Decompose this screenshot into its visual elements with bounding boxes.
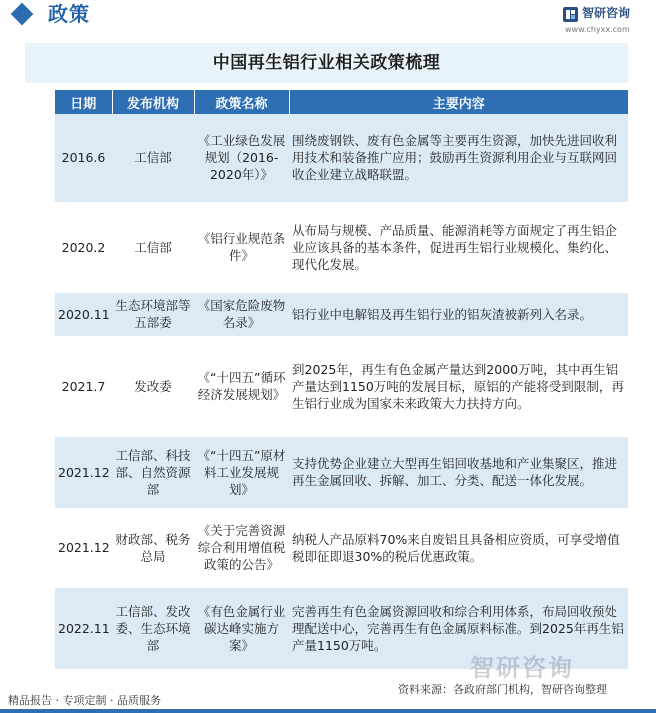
brand-name: 智研咨询 xyxy=(582,6,631,20)
cell-org: 工信部、发改委、生态环境部 xyxy=(112,586,194,670)
cell-policy-name: 《“十四五”原材料工业发展规划》 xyxy=(194,435,289,509)
cell-policy-name: 《“十四五”循环经济发展规划》 xyxy=(194,337,289,435)
cell-date: 2020.11 xyxy=(55,291,112,337)
table-row xyxy=(55,435,628,509)
cell-date: 2021.12 xyxy=(55,509,112,586)
cell-content: 从布局与规模、产品质量、能源消耗等方面规定了再生铝企业应该具备的基本条件，促进再生铝行业规模化、集约化、现代化发展。 xyxy=(289,203,628,291)
section-title: 政策 xyxy=(48,2,90,26)
cell-content: 围绕废钢铁、废有色金属等主要再生资源，加快先进回收利用技术和装备推广应用；鼓励再生资源利用企业与互联网回收企业建立战略联盟。 xyxy=(289,114,628,203)
table-row xyxy=(55,291,628,337)
cell-date: 2020.2 xyxy=(55,203,112,291)
table-header-row xyxy=(55,90,628,114)
watermark-text: 智研咨询 xyxy=(470,654,574,682)
policy-table xyxy=(55,90,628,672)
cell-policy-name: 《有色金属行业碳达峰实施方案》 xyxy=(194,586,289,670)
bottom-rule xyxy=(0,709,656,713)
brand-url: www.chyxx.com xyxy=(565,25,630,34)
cell-content: 铝行业中电解铝及再生铝行业的铝灰渣被新列入名录。 xyxy=(289,291,628,337)
document-title: 中国再生铝行业相关政策梳理 xyxy=(212,53,441,73)
cell-policy-name: 《国家危险废物名录》 xyxy=(194,291,289,337)
footer-tagline: 精品报告 · 专项定制 · 品质服务 xyxy=(8,694,161,707)
cell-date: 2021.7 xyxy=(55,337,112,435)
cell-content: 到2025年，再生有色金属产量达到2000万吨，其中再生铝产量达到1150万吨的发展目标，原铝的产能将受到限制，再生铝行业成为国家未来政策大力扶持方向。 xyxy=(289,337,628,435)
cell-org: 工信部 xyxy=(112,114,194,203)
cell-content: 支持优势企业建立大型再生铝回收基地和产业集聚区，推进再生金属回收、拆解、加工、分类、配送一体化发展。 xyxy=(289,435,628,509)
cell-org: 工信部、科技部、自然资源部 xyxy=(112,435,194,509)
cell-content: 完善再生有色金属资源回收和综合利用体系，布局回收预处理配送中心，完善再生有色金属原料标准。到2025年再生铝产量1150万吨。 xyxy=(289,586,628,670)
table-row xyxy=(55,203,628,291)
cell-org: 发改委 xyxy=(112,337,194,435)
cell-org: 工信部 xyxy=(112,203,194,291)
cell-org: 生态环境部等五部委 xyxy=(112,291,194,337)
column-header-date: 日期 xyxy=(55,90,112,114)
column-header-content: 主要内容 xyxy=(289,90,628,114)
cell-policy-name: 《工业绿色发展规划（2016-2020年）》 xyxy=(194,114,289,203)
table-row xyxy=(55,509,628,586)
table-row xyxy=(55,114,628,203)
document-title-band xyxy=(25,43,628,83)
cell-policy-name: 《铝行业规范条件》 xyxy=(194,203,289,291)
cell-date: 2016.6 xyxy=(55,114,112,203)
cell-org: 财政部、税务总局 xyxy=(112,509,194,586)
cell-policy-name: 《关于完善资源综合利用增值税政策的公告》 xyxy=(194,509,289,586)
cell-date: 2022.11 xyxy=(55,586,112,670)
source-note: 资料来源：各政府部门机构，智研咨询整理 xyxy=(398,683,607,696)
section-diamond-icon xyxy=(11,3,34,26)
cell-date: 2021.12 xyxy=(55,435,112,509)
cell-content: 纳税人产品原料70%来自废铝且具备相应资质，可享受增值税即征即退30%的税后优惠政策。 xyxy=(289,509,628,586)
column-header-org: 发布机构 xyxy=(112,90,194,114)
brand-logo-icon xyxy=(563,7,578,22)
table-row xyxy=(55,337,628,435)
top-bar xyxy=(0,0,656,36)
column-header-policy-name: 政策名称 xyxy=(194,90,289,114)
